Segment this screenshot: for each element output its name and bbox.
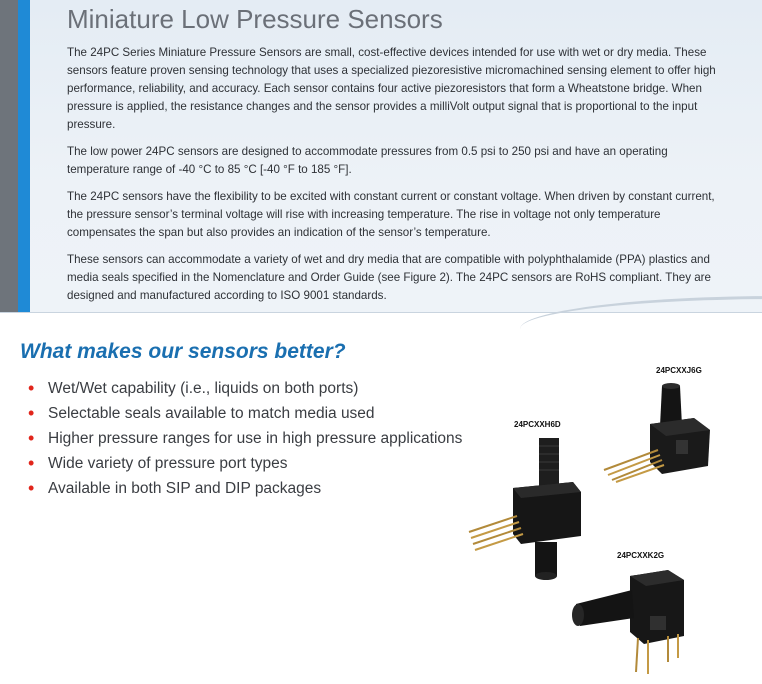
bullet-icon: • [28, 403, 35, 423]
benefit-item [28, 451, 462, 476]
benefit-item [28, 401, 462, 426]
benefit-item [28, 376, 462, 401]
benefit-text: Available in both SIP and DIP packages [48, 480, 322, 497]
benefit-item [28, 476, 462, 501]
paragraph-media: These sensors can accommodate a variety of wet and dry media that are compatible with polyphthalamide (PPA) plastics and media seals specified in the Nomenclature and Order Guide (see Figure 2). The 24PC sensors are RoHS compliant. They are designed and manufactured according to ISO 9001 standards. [67, 253, 711, 302]
benefit-text: Higher pressure ranges for use in high pressure applications [48, 430, 463, 447]
paragraph-pressure-range: The low power 24PC sensors are designed to accommodate pressures from 0.5 psi to 250 psi and have an operating temperature range of -40 °C to 85 °C [-40 °F to 185 °F]. [67, 145, 668, 176]
paragraph-overview: The 24PC Series Miniature Pressure Sensors are small, cost-effective devices intended for use with wet or dry media. These sensors feature proven sensing technology that uses a specialized piezoresistive micromachined sensing element to offer high performance, reliability, and accuracy. Each sensor contains four active piezoresistors that form a Wheatstone bridge. When pressure is applied, the resistance changes and the sensor provides a milliVolt output signal that is proportional to the input pressure. [67, 46, 716, 131]
benefits-heading: What makes our sensors better? [20, 340, 346, 363]
sensor-label-24pcxxj6g: 24PCXXJ6G [656, 366, 702, 375]
sensor-label-24pcxxh6d: 24PCXXH6D [514, 420, 561, 429]
bullet-icon: • [28, 428, 35, 448]
intro-panel [0, 0, 762, 313]
sensor-24pcxxk2g-image [568, 566, 698, 678]
intro-body [67, 44, 717, 314]
section-title: Miniature Low Pressure Sensors [67, 4, 443, 34]
benefit-text: Wet/Wet capability (i.e., liquids on both ports) [48, 380, 359, 397]
bullet-icon: • [28, 453, 35, 473]
bullet-icon: • [28, 478, 35, 498]
benefits-list [28, 376, 462, 501]
bullet-icon: • [28, 378, 35, 398]
benefit-text: Selectable seals available to match media used [48, 405, 375, 422]
benefit-text: Wide variety of pressure port types [48, 455, 288, 472]
benefit-item [28, 426, 462, 451]
blue-accent-band [18, 0, 30, 312]
sensor-24pcxxj6g-image [596, 378, 736, 483]
paragraph-excitation: The 24PC sensors have the flexibility to be excited with constant current or constant voltage. When driven by constant current, the pressure sensor’s terminal voltage will rise with increasing temperature. The rise in voltage not only temperature compensates the span but also provides an indication of the sensor’s temperature. [67, 190, 715, 239]
sensor-24pcxxh6d-image [465, 436, 600, 584]
gray-side-band [0, 0, 18, 312]
sensor-label-24pcxxk2g: 24PCXXK2G [617, 551, 665, 560]
